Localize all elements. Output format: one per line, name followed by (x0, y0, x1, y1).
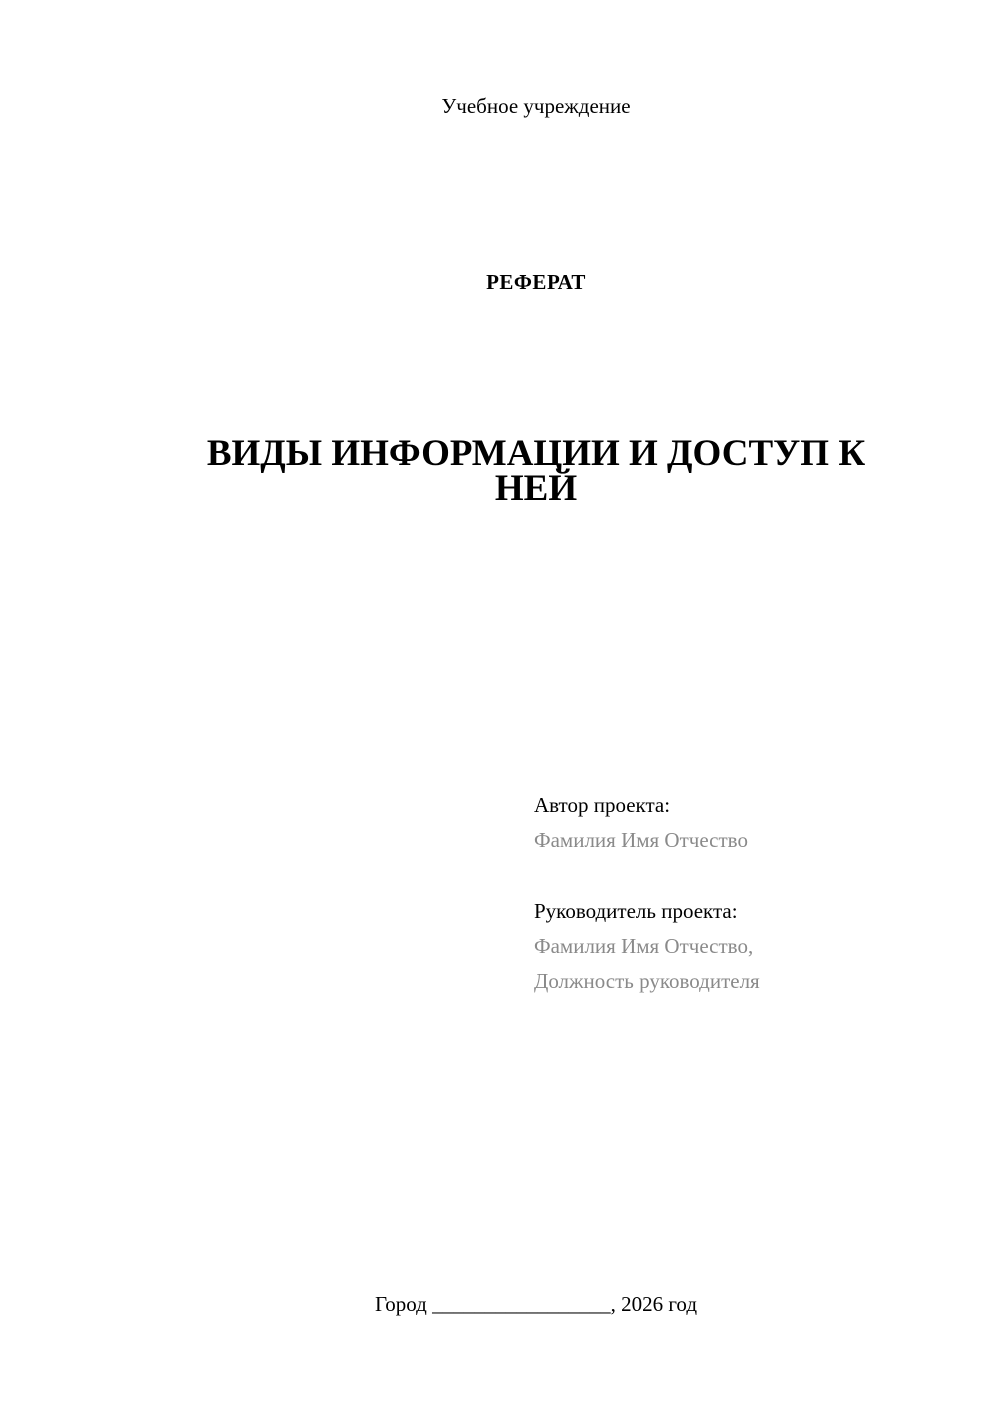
author-name: Фамилия Имя Отчество (534, 828, 748, 852)
credits-block (534, 788, 974, 999)
supervisor-label: Руководитель проекта: (534, 899, 738, 923)
supervisor-position: Должность руководителя (534, 969, 760, 993)
city-label: Город (374, 1292, 427, 1316)
year-text: , 2026 год (610, 1292, 698, 1316)
author-label: Автор проекта: (534, 793, 671, 817)
credits-spacer (534, 858, 974, 894)
supervisor-name: Фамилия Имя Отчество, (534, 934, 754, 958)
document-topic: ВИДЫ ИНФОРМАЦИИ И ДОСТУП К НЕЙ (206, 433, 866, 509)
city-blank: _________________ (432, 1292, 611, 1316)
footer-city-year (0, 1290, 1000, 1318)
institution-name: Учебное учреждение (441, 94, 631, 118)
document-type: РЕФЕРАТ (486, 270, 586, 294)
